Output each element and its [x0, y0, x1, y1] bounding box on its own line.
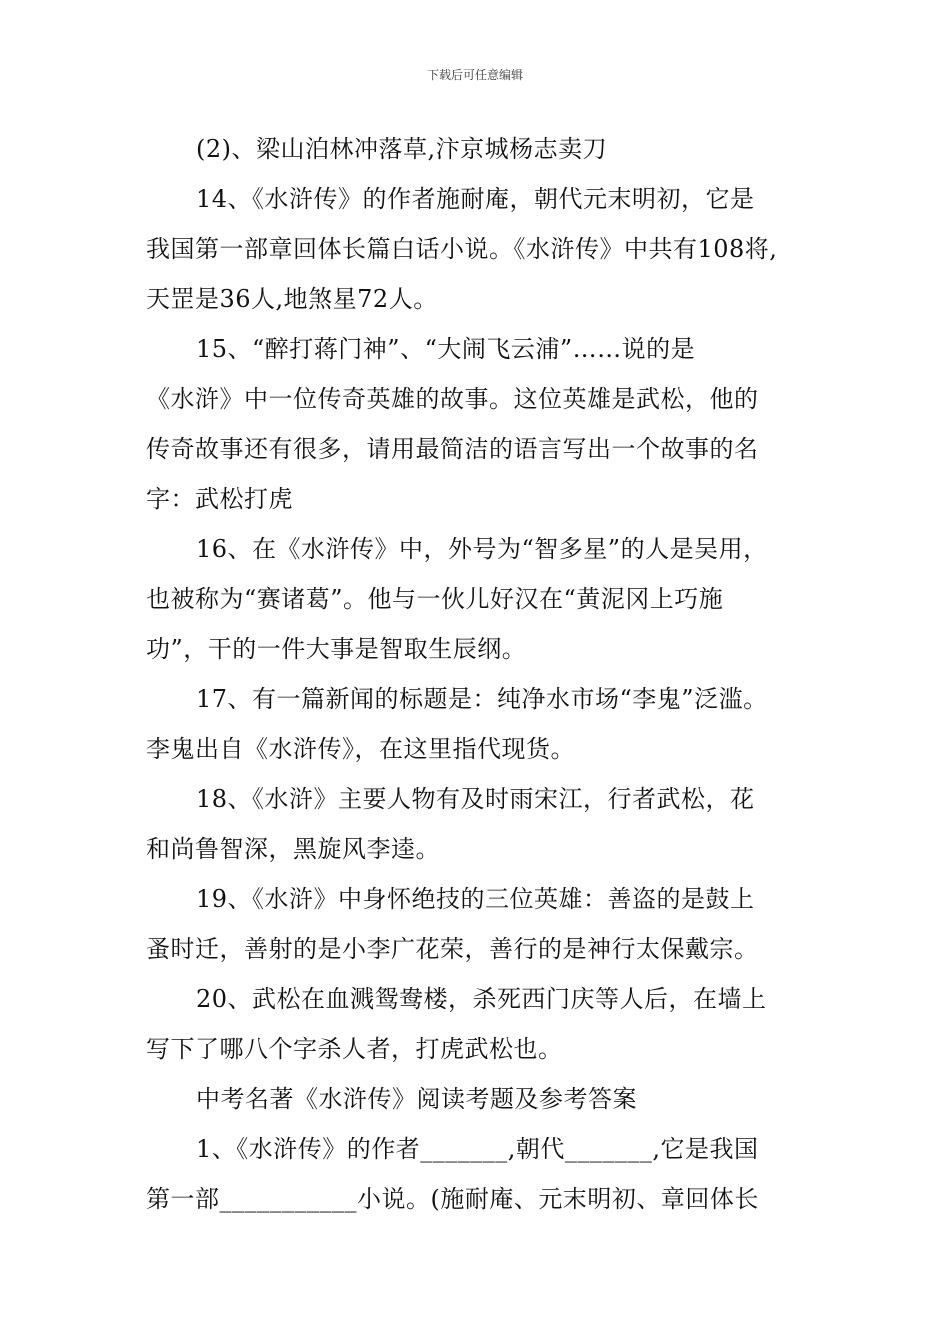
text-line: 18、《水浒》主要人物有及时雨宋江，行者武松，花 — [196, 785, 755, 813]
text-line: 20、武松在血溅鸳鸯楼，杀死西门庆等人后，在墙上 — [196, 985, 767, 1013]
section-heading: 中考名著《水浒传》阅读考题及参考答案 — [196, 1085, 637, 1113]
text-line: 14、《水浒传》的作者施耐庵，朝代元末明初，它是 — [196, 185, 755, 213]
text-line: 《水浒》中一位传奇英雄的故事。这位英雄是武松，他的 — [146, 385, 759, 413]
text-line: 蚤时迁，善射的是小李广花荣，善行的是神行太保戴宗。 — [146, 935, 759, 963]
text-line: 和尚鲁智深，黑旋风李逵。 — [146, 835, 440, 863]
text-line: 15、“醉打蒋门神”、“大闹飞云浦”……说的是 — [196, 335, 696, 363]
text-line: 19、《水浒》中身怀绝技的三位英雄：善盗的是鼓上 — [196, 885, 755, 913]
text-line: 17、有一篇新闻的标题是：纯净水市场“李鬼”泛滥。 — [196, 685, 768, 713]
page-header: 下载后可任意编辑 — [426, 68, 523, 82]
text-line: 李鬼出自《水浒传》，在这里指代现货。 — [146, 735, 575, 763]
text-line: 传奇故事还有很多，请用最简洁的语言写出一个故事的名 — [146, 435, 759, 463]
text-line: 16、在《水浒传》中，外号为“智多星”的人是吴用， — [196, 535, 768, 563]
text-line: 功”，干的一件大事是智取生辰纲。 — [146, 635, 527, 663]
text-line: 也被称为“赛诸葛”。他与一伙儿好汉在“黄泥冈上巧施 — [146, 585, 724, 613]
text-line: 我国第一部章回体长篇白话小说。《水浒传》中共有108将, — [146, 235, 778, 263]
text-line: (2)、梁山泊林冲落草,汴京城杨志卖刀 — [196, 135, 608, 163]
text-line: 写下了哪八个字杀人者，打虎武松也。 — [146, 1035, 563, 1063]
text-line: 天罡是36人,地煞星72人。 — [146, 285, 438, 313]
text-line: 1、《水浒传》的作者_______,朝代_______,它是我国 — [196, 1135, 759, 1163]
text-line: 字：武松打虎 — [146, 485, 293, 513]
text-line: 第一部___________小说。(施耐庵、元末明初、章回体长 — [146, 1185, 759, 1213]
